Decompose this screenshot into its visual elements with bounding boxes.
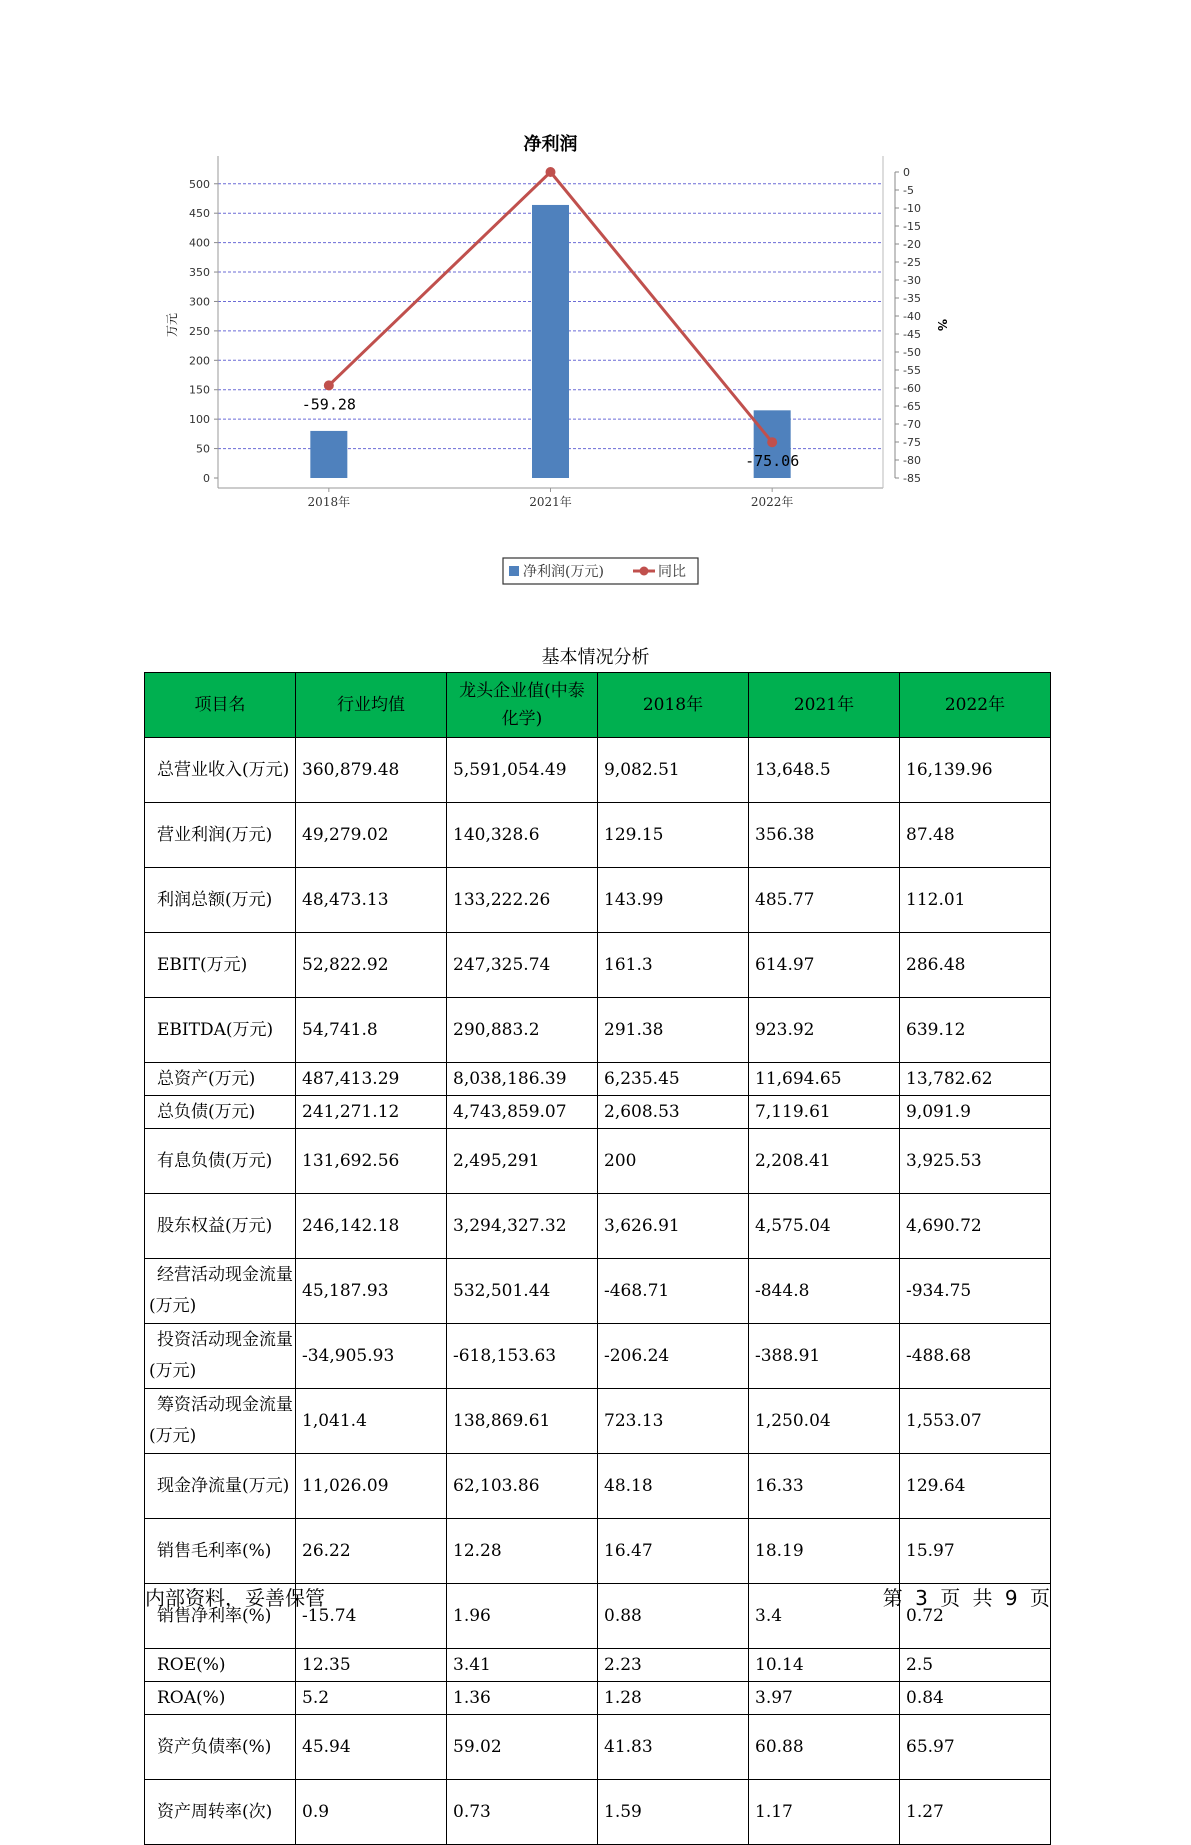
row-value: -388.91: [749, 1324, 900, 1389]
row-value: 12.35: [296, 1649, 447, 1682]
row-value: 3.4: [749, 1584, 900, 1649]
table-caption: 基本情况分析: [541, 647, 650, 668]
row-value: -34,905.93: [296, 1324, 447, 1389]
y2-tick-label: -65: [903, 400, 921, 413]
row-value: 60.88: [749, 1715, 900, 1780]
y2-tick-label: -85: [903, 472, 921, 485]
footer-confidential: 内部资料，妥善保管: [145, 1586, 325, 1610]
row-label: 资产周转率(次): [145, 1780, 296, 1845]
table-row: [145, 1780, 1051, 1845]
row-label: 利润总额(万元): [145, 868, 296, 933]
x-tick-label: 2018年: [307, 495, 351, 509]
row-value: 59.02: [447, 1715, 598, 1780]
row-label: 现金净流量(万元): [145, 1454, 296, 1519]
table-row: [145, 1454, 1051, 1519]
row-value: 4,575.04: [749, 1194, 900, 1259]
row-value: 639.12: [900, 998, 1051, 1063]
y2-tick-label: -5: [903, 184, 914, 197]
row-value: 49,279.02: [296, 803, 447, 868]
table-row: [145, 1063, 1051, 1096]
row-label: 销售毛利率(%): [145, 1519, 296, 1584]
row-value: -468.71: [598, 1259, 749, 1324]
chart-svg: [150, 130, 1050, 600]
row-value: 133,222.26: [447, 868, 598, 933]
row-value: -844.8: [749, 1259, 900, 1324]
table-row: [145, 1129, 1051, 1194]
bar-2018年: [310, 431, 347, 478]
row-label: ROE(%): [145, 1649, 296, 1682]
row-value: 2,208.41: [749, 1129, 900, 1194]
y2-tick-label: -75: [903, 436, 921, 449]
y2-tick-label: -70: [903, 418, 921, 431]
table-row: [145, 738, 1051, 803]
y-tick-label: 500: [189, 177, 210, 191]
row-value: 6,235.45: [598, 1063, 749, 1096]
row-value: 0.84: [900, 1682, 1051, 1715]
row-value: 0.88: [598, 1584, 749, 1649]
row-label: 筹资活动现金流量(万元): [145, 1389, 296, 1454]
row-value: 0.73: [447, 1780, 598, 1845]
row-value: 4,743,859.07: [447, 1096, 598, 1129]
y-axis-label: 万元: [165, 312, 179, 338]
table-row: [145, 1715, 1051, 1780]
row-value: 1.96: [447, 1584, 598, 1649]
row-value: 532,501.44: [447, 1259, 598, 1324]
legend-bar-label: 净利润(万元): [523, 564, 604, 580]
row-label: ROA(%): [145, 1682, 296, 1715]
row-value: 10.14: [749, 1649, 900, 1682]
row-label: 总资产(万元): [145, 1063, 296, 1096]
row-value: 1,041.4: [296, 1389, 447, 1454]
legend-line-label: 同比: [658, 564, 686, 580]
row-value: 614.97: [749, 933, 900, 998]
y2-tick-label: -10: [903, 202, 921, 215]
row-label: 销售净利率(%): [145, 1584, 296, 1649]
row-label: 投资活动现金流量(万元): [145, 1324, 296, 1389]
row-value: 41.83: [598, 1715, 749, 1780]
y-tick-label: 450: [189, 207, 210, 221]
row-value: 48.18: [598, 1454, 749, 1519]
y2-tick-label: -80: [903, 454, 921, 467]
y2-tick-label: -60: [903, 382, 921, 395]
row-label: 经营活动现金流量(万元): [145, 1259, 296, 1324]
row-value: 3,294,327.32: [447, 1194, 598, 1259]
row-value: 3,626.91: [598, 1194, 749, 1259]
net-profit-chart: [150, 130, 1050, 600]
row-label: 资产负债率(%): [145, 1715, 296, 1780]
y-tick-label: 150: [189, 383, 210, 397]
row-value: 5,591,054.49: [447, 738, 598, 803]
row-value: 11,026.09: [296, 1454, 447, 1519]
y-tick-label: 300: [189, 295, 210, 309]
row-value: 2.23: [598, 1649, 749, 1682]
y2-tick-label: -40: [903, 310, 921, 323]
footer-page-number: 第 3 页 共 9 页: [882, 1586, 1050, 1610]
row-value: 360,879.48: [296, 738, 447, 803]
row-value: 18.19: [749, 1519, 900, 1584]
row-value: 161.3: [598, 933, 749, 998]
row-label: 总负债(万元): [145, 1096, 296, 1129]
row-value: 12.28: [447, 1519, 598, 1584]
row-value: 7,119.61: [749, 1096, 900, 1129]
row-label: EBIT(万元): [145, 933, 296, 998]
table-row: [145, 1519, 1051, 1584]
table-row: [145, 868, 1051, 933]
row-value: 48,473.13: [296, 868, 447, 933]
row-value: 2,608.53: [598, 1096, 749, 1129]
row-value: 45,187.93: [296, 1259, 447, 1324]
y-tick-label: 100: [189, 413, 210, 427]
row-value: 87.48: [900, 803, 1051, 868]
header-cell-0: 项目名: [145, 673, 296, 738]
row-value: 131,692.56: [296, 1129, 447, 1194]
y2-tick-label: -20: [903, 238, 921, 251]
row-value: 1.59: [598, 1780, 749, 1845]
row-value: -488.68: [900, 1324, 1051, 1389]
table-row: [145, 1682, 1051, 1715]
row-value: 26.22: [296, 1519, 447, 1584]
y2-tick-label: -50: [903, 346, 921, 359]
row-value: 13,648.5: [749, 738, 900, 803]
row-value: 54,741.8: [296, 998, 447, 1063]
row-value: -618,153.63: [447, 1324, 598, 1389]
row-value: 16.47: [598, 1519, 749, 1584]
table-row: [145, 1649, 1051, 1682]
data-label-2018年: -59.28: [301, 395, 356, 414]
table-row: [145, 1194, 1051, 1259]
row-value: 286.48: [900, 933, 1051, 998]
row-value: 2.5: [900, 1649, 1051, 1682]
row-value: 1,553.07: [900, 1389, 1051, 1454]
y-tick-label: 350: [189, 266, 210, 280]
analysis-table: [144, 672, 1051, 1845]
header-cell-1: 行业均值: [296, 673, 447, 738]
table-header-row: [145, 673, 1051, 738]
y2-tick-label: -25: [903, 256, 921, 269]
row-value: 143.99: [598, 868, 749, 933]
row-value: 356.38: [749, 803, 900, 868]
row-value: 9,082.51: [598, 738, 749, 803]
row-label: 股东权益(万元): [145, 1194, 296, 1259]
table-row: [145, 1389, 1051, 1454]
row-value: 1.28: [598, 1682, 749, 1715]
y-tick-label: 250: [189, 324, 210, 338]
y-tick-label: 50: [196, 442, 210, 456]
row-value: 2,495,291: [447, 1129, 598, 1194]
row-value: 4,690.72: [900, 1194, 1051, 1259]
row-value: 140,328.6: [447, 803, 598, 868]
row-label: EBITDA(万元): [145, 998, 296, 1063]
row-value: 65.97: [900, 1715, 1051, 1780]
row-label: 总营业收入(万元): [145, 738, 296, 803]
row-value: 52,822.92: [296, 933, 447, 998]
row-value: 138,869.61: [447, 1389, 598, 1454]
yoy-point-2022年: [767, 437, 777, 447]
row-value: 3,925.53: [900, 1129, 1051, 1194]
table-row: [145, 998, 1051, 1063]
y2-tick-label: -30: [903, 274, 921, 287]
y2-tick-label: 0: [903, 166, 910, 179]
row-value: 0.9: [296, 1780, 447, 1845]
table-row: [145, 803, 1051, 868]
row-value: 241,271.12: [296, 1096, 447, 1129]
row-value: 11,694.65: [749, 1063, 900, 1096]
row-value: 290,883.2: [447, 998, 598, 1063]
row-value: 5.2: [296, 1682, 447, 1715]
row-label: 营业利润(万元): [145, 803, 296, 868]
y-tick-label: 0: [203, 472, 210, 485]
row-value: 45.94: [296, 1715, 447, 1780]
row-value: 0.72: [900, 1584, 1051, 1649]
row-value: 1.17: [749, 1780, 900, 1845]
table-row: [145, 933, 1051, 998]
yoy-point-2018年: [324, 380, 334, 390]
row-value: 1.27: [900, 1780, 1051, 1845]
bar-2021年: [532, 205, 569, 478]
table-row: [145, 1096, 1051, 1129]
row-value: 247,325.74: [447, 933, 598, 998]
row-value: 3.97: [749, 1682, 900, 1715]
row-value: -206.24: [598, 1324, 749, 1389]
row-value: 723.13: [598, 1389, 749, 1454]
row-value: 129.15: [598, 803, 749, 868]
y2-tick-label: -35: [903, 292, 921, 305]
header-cell-5: 2022年: [900, 673, 1051, 738]
row-value: -15.74: [296, 1584, 447, 1649]
y2-axis-label: %: [935, 318, 949, 332]
x-tick-label: 2021年: [529, 495, 572, 509]
table-row: [145, 1259, 1051, 1324]
row-value: 15.97: [900, 1519, 1051, 1584]
row-value: 1.36: [447, 1682, 598, 1715]
row-value: 1,250.04: [749, 1389, 900, 1454]
row-label: 有息负债(万元): [145, 1129, 296, 1194]
row-value: 246,142.18: [296, 1194, 447, 1259]
legend-bar-swatch: [509, 566, 519, 576]
row-value: 16,139.96: [900, 738, 1051, 803]
row-value: 16.33: [749, 1454, 900, 1519]
row-value: 13,782.62: [900, 1063, 1051, 1096]
row-value: 923.92: [749, 998, 900, 1063]
row-value: 487,413.29: [296, 1063, 447, 1096]
table-row: [145, 1324, 1051, 1389]
row-value: 200: [598, 1129, 749, 1194]
header-cell-4: 2021年: [749, 673, 900, 738]
y2-tick-label: -15: [903, 220, 921, 233]
y-tick-label: 400: [189, 236, 210, 250]
data-label-2022年: -75.06: [745, 452, 800, 471]
header-cell-3: 2018年: [598, 673, 749, 738]
row-value: 62,103.86: [447, 1454, 598, 1519]
row-value: 129.64: [900, 1454, 1051, 1519]
chart-title: 净利润: [523, 134, 578, 155]
x-tick-label: 2022年: [750, 495, 794, 509]
y-tick-label: 200: [189, 354, 210, 368]
y2-tick-label: -45: [903, 328, 921, 341]
row-value: 485.77: [749, 868, 900, 933]
legend-line-marker: [640, 567, 649, 576]
yoy-point-2021年: [546, 167, 556, 177]
row-value: 9,091.9: [900, 1096, 1051, 1129]
row-value: 112.01: [900, 868, 1051, 933]
y2-tick-label: -55: [903, 364, 921, 377]
row-value: 291.38: [598, 998, 749, 1063]
row-value: 8,038,186.39: [447, 1063, 598, 1096]
header-cell-2: 龙头企业值(中泰化学): [447, 673, 598, 738]
row-value: -934.75: [900, 1259, 1051, 1324]
row-value: 3.41: [447, 1649, 598, 1682]
